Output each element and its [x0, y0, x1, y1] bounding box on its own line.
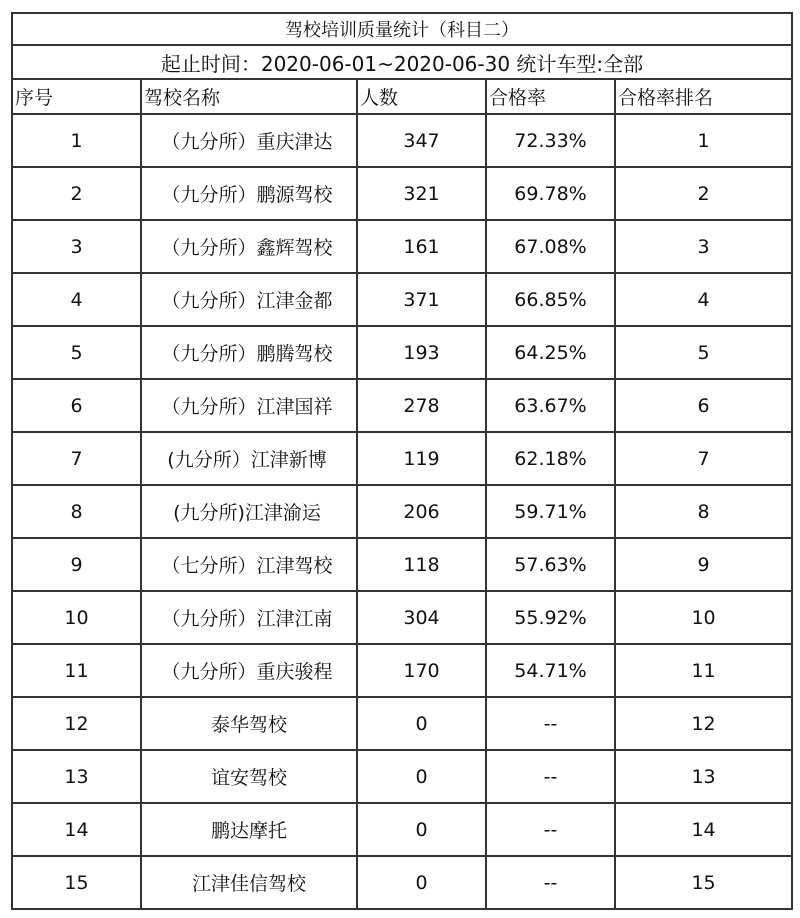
cell-count: 304 — [357, 591, 486, 644]
cell-rank: 14 — [615, 803, 792, 856]
cell-no: 11 — [12, 644, 141, 697]
cell-rate: 62.18% — [486, 432, 615, 485]
cell-rank: 3 — [615, 220, 792, 273]
cell-count: 278 — [357, 379, 486, 432]
cell-name: (九分所）江津新博 — [141, 432, 357, 485]
cell-rate: 59.71% — [486, 485, 615, 538]
cell-no: 8 — [12, 485, 141, 538]
cell-name: 江津佳信驾校 — [141, 856, 357, 909]
cell-rank: 1 — [615, 114, 792, 167]
cell-name: 谊安驾校 — [141, 750, 357, 803]
table-row — [12, 750, 792, 803]
cell-name: （九分所）鹏腾驾校 — [141, 326, 357, 379]
table-subtitle: 起止时间：2020-06-01~2020-06-30 统计车型:全部 — [12, 45, 792, 79]
cell-no: 7 — [12, 432, 141, 485]
cell-count: 161 — [357, 220, 486, 273]
cell-name: （九分所）重庆骏程 — [141, 644, 357, 697]
cell-no: 2 — [12, 167, 141, 220]
cell-rate: -- — [486, 750, 615, 803]
cell-rank: 9 — [615, 538, 792, 591]
cell-count: 0 — [357, 803, 486, 856]
cell-count: 371 — [357, 273, 486, 326]
cell-count: 206 — [357, 485, 486, 538]
cell-name: （七分所）江津驾校 — [141, 538, 357, 591]
cell-count: 193 — [357, 326, 486, 379]
cell-rate: -- — [486, 697, 615, 750]
cell-rate: 63.67% — [486, 379, 615, 432]
cell-count: 119 — [357, 432, 486, 485]
cell-no: 4 — [12, 273, 141, 326]
header-name: 驾校名称 — [141, 79, 357, 114]
cell-rank: 4 — [615, 273, 792, 326]
table-row — [12, 591, 792, 644]
cell-rate: 57.63% — [486, 538, 615, 591]
table-row — [12, 538, 792, 591]
cell-no: 9 — [12, 538, 141, 591]
cell-count: 0 — [357, 856, 486, 909]
cell-rank: 13 — [615, 750, 792, 803]
table-title: 驾校培训质量统计（科目二） — [12, 13, 792, 45]
cell-rate: -- — [486, 803, 615, 856]
cell-count: 0 — [357, 697, 486, 750]
cell-no: 15 — [12, 856, 141, 909]
table-row — [12, 644, 792, 697]
cell-rate: 66.85% — [486, 273, 615, 326]
cell-name: （九分所）鑫辉驾校 — [141, 220, 357, 273]
table-row — [12, 273, 792, 326]
cell-name: （九分所）江津江南 — [141, 591, 357, 644]
cell-rank: 6 — [615, 379, 792, 432]
cell-no: 13 — [12, 750, 141, 803]
cell-rank: 15 — [615, 856, 792, 909]
cell-count: 170 — [357, 644, 486, 697]
header-row — [12, 79, 792, 114]
table-row — [12, 803, 792, 856]
cell-no: 1 — [12, 114, 141, 167]
cell-count: 0 — [357, 750, 486, 803]
cell-rate: 64.25% — [486, 326, 615, 379]
cell-no: 6 — [12, 379, 141, 432]
cell-no: 14 — [12, 803, 141, 856]
cell-rank: 11 — [615, 644, 792, 697]
cell-name: （九分所）鹏源驾校 — [141, 167, 357, 220]
table-row — [12, 167, 792, 220]
cell-rate: 54.71% — [486, 644, 615, 697]
cell-count: 321 — [357, 167, 486, 220]
cell-no: 12 — [12, 697, 141, 750]
cell-rate: 69.78% — [486, 167, 615, 220]
cell-name: （九分所）江津国祥 — [141, 379, 357, 432]
cell-rate: 72.33% — [486, 114, 615, 167]
cell-rank: 7 — [615, 432, 792, 485]
cell-rank: 5 — [615, 326, 792, 379]
table-row — [12, 379, 792, 432]
table-row — [12, 432, 792, 485]
cell-name: （九分所）江津金都 — [141, 273, 357, 326]
cell-rank: 10 — [615, 591, 792, 644]
cell-name: 鹏达摩托 — [141, 803, 357, 856]
cell-count: 118 — [357, 538, 486, 591]
cell-count: 347 — [357, 114, 486, 167]
table-row — [12, 485, 792, 538]
header-rank: 合格率排名 — [615, 79, 792, 114]
header-no: 序号 — [12, 79, 141, 114]
driving-school-quality-table — [11, 12, 793, 910]
cell-rate: -- — [486, 856, 615, 909]
table-row — [12, 697, 792, 750]
cell-no: 3 — [12, 220, 141, 273]
header-rate: 合格率 — [486, 79, 615, 114]
cell-name: (九分所)江津渝运 — [141, 485, 357, 538]
header-count: 人数 — [357, 79, 486, 114]
cell-no: 5 — [12, 326, 141, 379]
cell-rate: 67.08% — [486, 220, 615, 273]
cell-name: （九分所）重庆津达 — [141, 114, 357, 167]
cell-rank: 8 — [615, 485, 792, 538]
table-row — [12, 856, 792, 909]
table-row — [12, 114, 792, 167]
cell-name: 泰华驾校 — [141, 697, 357, 750]
cell-rank: 12 — [615, 697, 792, 750]
table-row — [12, 220, 792, 273]
cell-rate: 55.92% — [486, 591, 615, 644]
table-row — [12, 326, 792, 379]
cell-rank: 2 — [615, 167, 792, 220]
cell-no: 10 — [12, 591, 141, 644]
